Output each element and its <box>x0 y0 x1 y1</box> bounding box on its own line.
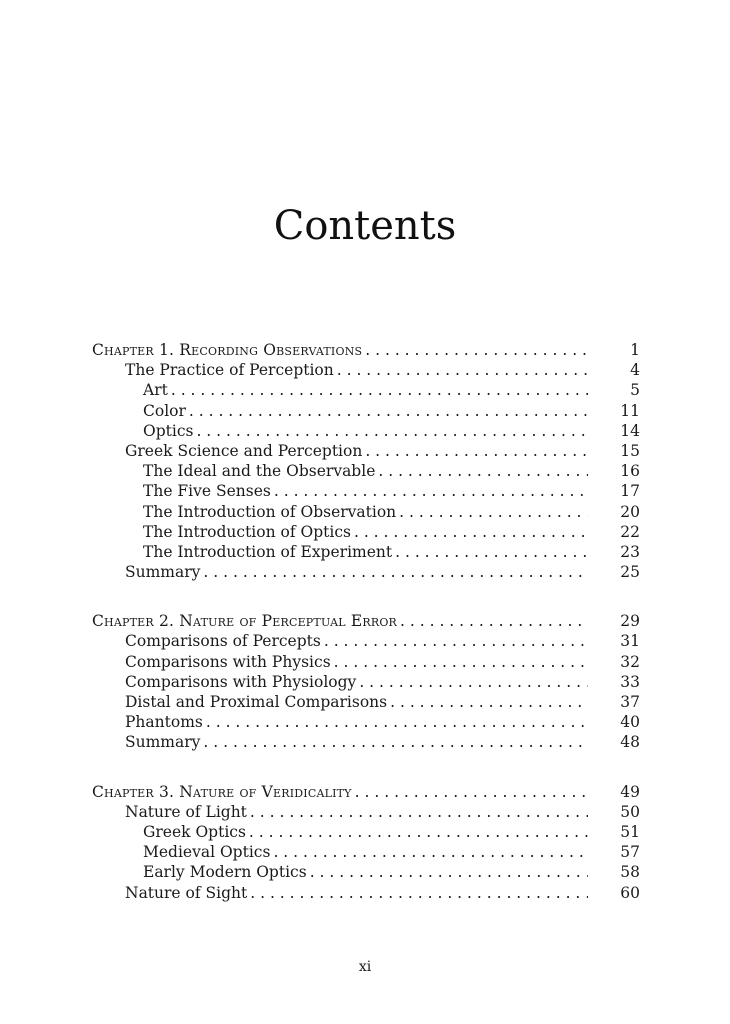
toc-page-number: 37 <box>620 693 640 711</box>
dot-leader <box>171 380 588 400</box>
toc-entry-title: Chapter 1. Recording Observations <box>92 341 363 359</box>
dot-leader <box>250 883 588 903</box>
toc-entry-title: Comparisons of Percepts <box>125 632 321 651</box>
toc-subsection-entry <box>92 502 640 522</box>
dot-leader <box>365 441 588 461</box>
dot-leader <box>395 542 588 562</box>
toc-page-number: 40 <box>620 713 640 732</box>
toc-entry-title: Comparisons with Physiology <box>125 672 357 691</box>
toc-page-number: 50 <box>620 802 640 821</box>
toc-section-entry <box>92 562 640 582</box>
toc-page-number: 15 <box>620 441 640 460</box>
dot-leader <box>196 421 588 441</box>
toc-entry-title: Chapter 3. Nature of Veridicality <box>92 782 352 801</box>
toc-entry-title: Summary <box>125 563 201 582</box>
toc-section-entry <box>92 672 640 692</box>
dot-leader <box>250 802 588 822</box>
page-title: Contents <box>273 203 457 249</box>
toc-page-number: 5 <box>630 381 640 400</box>
dot-leader <box>206 712 588 732</box>
toc-page-number: 60 <box>620 883 640 902</box>
dot-leader <box>355 782 588 802</box>
toc-section-entry <box>92 441 640 461</box>
toc-subsection-entry <box>92 481 640 501</box>
toc-entry-title: Optics <box>143 421 194 440</box>
toc-subsection-entry <box>92 822 640 842</box>
dot-leader <box>273 842 588 862</box>
toc-page-number: 11 <box>620 401 640 420</box>
toc-entry-title: Nature of Sight <box>125 883 248 902</box>
toc-section-entry <box>92 692 640 712</box>
toc-page-number: 58 <box>620 863 640 882</box>
toc-page-number: 17 <box>620 482 640 501</box>
toc-section-entry <box>92 732 640 752</box>
toc-page-number: 32 <box>620 652 640 671</box>
toc-entry-title: The Five Senses <box>143 482 271 501</box>
dot-leader <box>359 672 588 692</box>
toc-page-number: 22 <box>620 522 640 541</box>
toc-section-entry <box>92 631 640 651</box>
page-number-footer: xi <box>358 959 372 975</box>
toc-subsection-entry <box>92 421 640 441</box>
toc-entry-title: Chapter 2. Nature of Perceptual Error <box>92 612 398 631</box>
toc-subsection-entry <box>92 522 640 542</box>
dot-leader <box>400 611 588 631</box>
toc-page-number: 1 <box>630 341 640 359</box>
toc-section-entry <box>92 802 640 822</box>
toc-entry-title: Summary <box>125 733 201 752</box>
toc-page-number: 33 <box>620 672 640 691</box>
toc-subsection-entry <box>92 542 640 562</box>
dot-leader <box>203 732 588 752</box>
toc-subsection-entry <box>92 380 640 400</box>
dot-leader <box>390 692 588 712</box>
dot-leader <box>337 360 588 380</box>
toc-subsection-entry <box>92 862 640 882</box>
toc-subsection-entry <box>92 461 640 481</box>
toc-entry-title: The Practice of Perception <box>125 361 334 380</box>
dot-leader <box>378 461 588 481</box>
chapter-block <box>92 782 640 903</box>
toc-entry-title: Greek Science and Perception <box>125 441 363 460</box>
dot-leader <box>365 340 588 360</box>
toc-chapter-entry <box>92 782 640 802</box>
toc-entry-title: Color <box>143 401 186 420</box>
dot-leader <box>334 652 588 672</box>
chapter-block <box>92 340 640 582</box>
dot-leader <box>354 522 588 542</box>
toc-entry-title: The Introduction of Optics <box>143 522 351 541</box>
toc-page-number: 4 <box>630 361 640 380</box>
toc-page-number: 20 <box>620 502 640 521</box>
toc-chapter-entry <box>92 340 640 360</box>
toc-subsection-entry <box>92 842 640 862</box>
dot-leader <box>399 502 588 522</box>
toc-page-number: 23 <box>620 542 640 561</box>
toc-page-number: 16 <box>620 462 640 481</box>
toc-page-number: 14 <box>620 421 640 440</box>
toc-entry-title: The Introduction of Experiment <box>143 542 393 561</box>
toc-entry-title: The Introduction of Observation <box>143 502 397 521</box>
toc-page-number: 57 <box>620 843 640 862</box>
dot-leader <box>189 401 588 421</box>
toc-entry-title: The Ideal and the Observable <box>143 462 376 481</box>
toc-section-entry <box>92 652 640 672</box>
toc-page-number: 25 <box>620 563 640 582</box>
toc-entry-title: Nature of Light <box>125 802 247 821</box>
table-of-contents <box>92 340 640 932</box>
toc-page-number: 49 <box>620 782 640 801</box>
toc-entry-title: Phantoms <box>125 713 203 732</box>
toc-section-entry <box>92 712 640 732</box>
toc-subsection-entry <box>92 401 640 421</box>
toc-page-number: 29 <box>620 612 640 631</box>
toc-entry-title: Early Modern Optics <box>143 863 307 882</box>
chapter-block <box>92 611 640 752</box>
toc-section-entry <box>92 360 640 380</box>
toc-page-number: 51 <box>620 822 640 841</box>
toc-chapter-entry <box>92 611 640 631</box>
toc-page-number: 48 <box>620 733 640 752</box>
toc-entry-title: Comparisons with Physics <box>125 652 331 671</box>
dot-leader <box>203 562 588 582</box>
toc-entry-title: Distal and Proximal Comparisons <box>125 693 388 711</box>
toc-entry-title: Medieval Optics <box>143 843 271 862</box>
toc-page-number: 31 <box>620 632 640 651</box>
dot-leader <box>324 631 588 651</box>
toc-entry-title: Art <box>143 381 168 400</box>
dot-leader <box>310 862 588 882</box>
toc-entry-title: Greek Optics <box>143 822 246 841</box>
dot-leader <box>249 822 588 842</box>
toc-section-entry <box>92 883 640 903</box>
dot-leader <box>274 481 588 501</box>
